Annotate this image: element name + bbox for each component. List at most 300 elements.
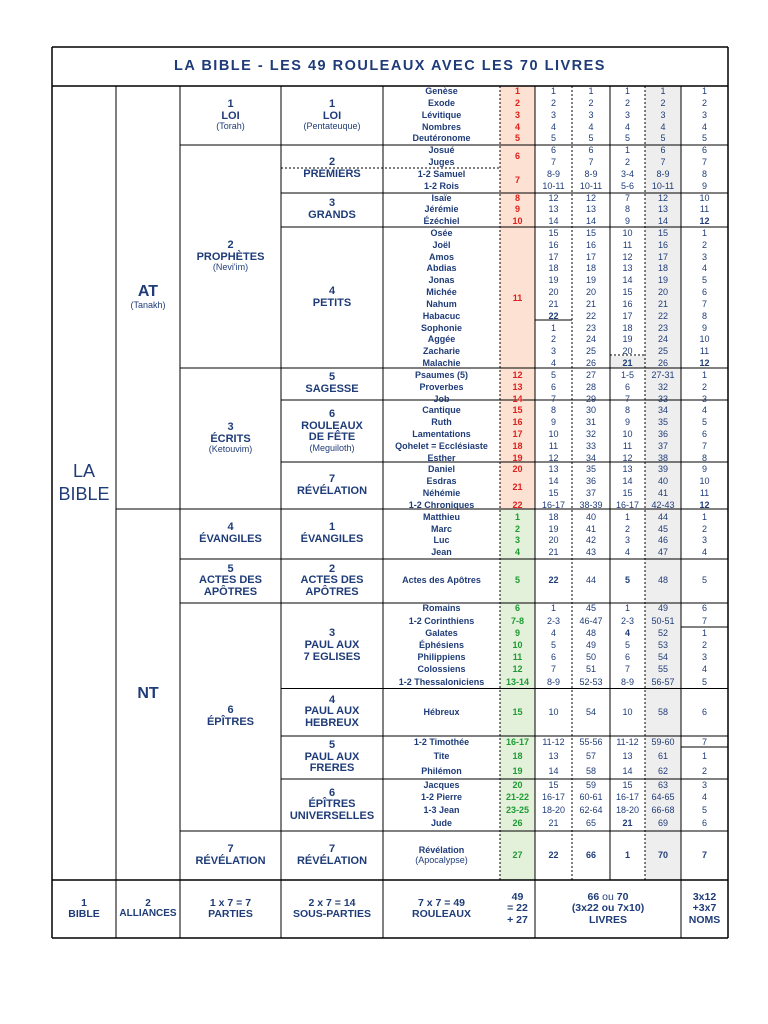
book-22 [383,334,500,346]
count-value: 18-20 [615,804,640,815]
book-name: Esdras [426,476,457,487]
book-count-4 [645,817,681,832]
count-value: 13 [622,263,633,274]
scroll-value: 2 [514,98,520,108]
count-value: 4 [550,627,556,638]
scroll-number [500,441,535,453]
count-value: 1 [550,86,556,97]
subpart-num: 7 [328,472,336,485]
scroll-number [500,86,535,98]
book-count-1 [535,287,572,299]
count-value: 58 [585,765,596,776]
book-count-5 [681,393,728,405]
count-value: 14 [548,216,559,227]
count-value: 7 [550,157,556,168]
count-value: 13 [657,204,668,215]
count-value: 2 [624,523,630,534]
scroll-number [500,676,535,688]
count-value: 21 [548,298,559,309]
count-value: 5 [701,417,707,428]
book-name: Joël [432,239,451,250]
book-count-4 [645,311,681,323]
book-count-5 [681,98,728,110]
book-count-5 [681,512,728,524]
book-count-1 [535,157,572,169]
scroll-value: 1 [514,86,520,97]
count-value: 26 [657,358,668,369]
book-count-4 [645,831,681,880]
book-count-5 [681,792,728,805]
book-count-2 [572,627,610,639]
book-34 [383,476,500,488]
count-value: 17 [585,251,596,262]
book-name: Révélation [418,845,465,856]
book-26 [383,382,500,394]
book-count-3 [610,216,645,228]
book-count-5 [681,405,728,417]
count-value: 18 [548,511,559,522]
scroll-number [500,615,535,627]
book-name: Proverbes [419,381,464,392]
book-name: Jérémie [424,204,459,215]
scroll-value: 4 [514,547,520,558]
count-value: 49 [585,639,596,650]
count-value: 8 [624,204,630,215]
book-count-5 [681,603,728,615]
count-value: 14 [548,765,559,776]
count-value: 45 [585,603,596,614]
book-count-1 [535,86,572,98]
footer-noms-line-3: NOMS [688,913,721,926]
book-count-4 [645,804,681,817]
count-value: 41 [585,523,596,534]
book-name: Abdias [426,263,457,274]
count-value: 20 [548,535,559,546]
book-count-3 [610,157,645,169]
part-label: PROPHÈTES [196,250,265,263]
book-name: 1-3 Jean [423,804,460,815]
part-label: ÉCRITS [210,432,251,445]
book-count-4 [645,441,681,453]
book-count-2 [572,476,610,488]
scroll-value: 13 [512,381,523,392]
subpart-3 [281,193,383,227]
book-count-5 [681,204,728,216]
book-name: Aggée [427,334,456,345]
part-label: ACTES DES [199,574,262,587]
book-count-3 [610,110,645,122]
book-count-5 [681,382,728,394]
book-name: Nombres [421,121,461,132]
book-count-5 [681,736,728,750]
count-value: 1 [701,369,707,380]
scroll-number [500,464,535,476]
footer-bible-line-1: 1 [81,896,87,909]
scroll-number [500,228,535,370]
count-value: 5 [660,133,666,144]
book-count-3 [610,334,645,346]
subpart-num: 4 [328,693,336,706]
book-count-1 [535,547,572,559]
count-value: 35 [585,464,596,475]
count-value: 3 [701,109,707,120]
footer-rouleaux [383,880,500,938]
part-label-2: APÔTRES [203,585,258,598]
book-count-2 [572,192,610,204]
scroll-number [500,750,535,764]
book-count-4 [645,358,681,370]
count-value: 22 [548,849,559,860]
count-value: 4 [660,121,666,132]
book-count-2 [572,322,610,334]
count-value: 8-9 [584,168,598,179]
part-sub: (Nevi'im) [212,262,249,273]
scroll-value: 3 [514,109,520,120]
count-value: 6 [701,818,707,829]
count-value: 5 [550,133,556,144]
count-value: 9 [550,417,556,428]
count-value: 5 [624,575,630,586]
subpart-label-2: UNIVERSELLES [289,809,375,822]
count-value: 32 [585,428,596,439]
scroll-value: 7-8 [510,615,524,626]
count-value: 1 [624,603,630,614]
count-value: 2 [701,239,707,250]
count-value: 16 [548,239,559,250]
book-count-1 [535,251,572,263]
subpart-8 [281,509,383,559]
part-num: 3 [227,421,234,434]
count-value: 19 [585,275,596,286]
book-count-3 [610,98,645,110]
subpart-label: PAUL AUX [304,705,360,718]
book-count-1 [535,370,572,382]
book-count-2 [572,750,610,764]
book-count-4 [645,476,681,488]
book-name: Zacharie [422,346,461,357]
book-46 [383,652,500,664]
count-value: 3 [660,109,666,120]
book-count-2 [572,240,610,252]
book-count-1 [535,110,572,122]
book-count-3 [610,488,645,500]
book-count-2 [572,689,610,737]
count-value: 5 [701,133,707,144]
book-count-3 [610,452,645,464]
count-value: 20 [622,346,633,357]
book-name: Marc [430,523,452,534]
scroll-value: 5 [514,133,520,144]
count-value: 19 [622,334,633,345]
count-value: 21 [622,358,633,369]
count-value: 1 [701,751,707,762]
count-value: 4 [624,627,630,638]
count-value: 10 [548,706,559,717]
count-value: 32 [657,381,668,392]
count-value: 3 [624,535,630,546]
book-42 [383,603,500,615]
count-value: 22 [657,310,668,321]
book-sub: (Apocalypse) [415,854,468,865]
count-value: 33 [657,393,668,404]
count-value: 42 [585,535,596,546]
count-value: 11-12 [542,737,565,748]
count-value: 2 [701,765,707,776]
count-value: 6 [588,145,594,156]
book-count-2 [572,110,610,122]
book-name: 1-2 Chroniques [408,499,475,510]
book-count-4 [645,676,681,688]
count-value: 5-6 [620,180,634,191]
book-count-5 [681,121,728,133]
book-count-2 [572,535,610,547]
book-count-4 [645,792,681,805]
count-value: 9 [701,180,707,191]
footer-livres-line-3: LIVRES [589,913,627,926]
book-count-5 [681,764,728,779]
book-count-2 [572,216,610,228]
scroll-value: 9 [514,627,520,638]
book-count-1 [535,736,572,750]
book-count-1 [535,169,572,181]
book-count-3 [610,664,645,676]
count-value: 8 [550,405,556,416]
book-count-5 [681,263,728,275]
book-12 [383,216,500,228]
book-count-3 [610,476,645,488]
book-count-5 [681,476,728,488]
count-value: 1 [624,86,630,97]
count-value: 7 [701,849,707,860]
book-count-3 [610,523,645,535]
book-count-1 [535,627,572,639]
count-value: 2 [624,157,630,168]
book-name: Daniel [427,464,455,475]
count-value: 16-17 [541,499,566,510]
book-count-1 [535,500,572,512]
book-count-2 [572,615,610,627]
book-count-3 [610,627,645,639]
footer-49-line-3: + 27 [507,913,528,926]
book-44 [383,627,500,639]
book-count-1 [535,98,572,110]
part-1 [180,86,281,145]
count-value: 6 [550,381,556,392]
count-value: 44 [657,511,668,522]
book-count-2 [572,228,610,240]
book-count-1 [535,476,572,488]
count-value: 13 [585,204,596,215]
book-count-5 [681,346,728,358]
part-num: 2 [227,239,234,252]
book-count-4 [645,322,681,334]
scroll-value: 12 [512,369,523,380]
scroll-value: 2 [514,523,520,534]
book-count-5 [681,311,728,323]
livres-or: ou [599,891,617,904]
count-value: 1 [588,86,594,97]
book-name: Juges [428,157,455,168]
scroll-value: 19 [512,765,523,776]
book-count-4 [645,192,681,204]
part-sub: (Ketouvim) [208,444,253,455]
book-count-1 [535,452,572,464]
book-count-2 [572,370,610,382]
book-count-2 [572,86,610,98]
count-value: 13 [548,204,559,215]
book-count-4 [645,145,681,157]
count-value: 16 [622,298,633,309]
book-count-3 [610,779,645,792]
book-count-1 [535,792,572,805]
count-value: 12 [699,499,710,510]
book-count-2 [572,652,610,664]
scroll-number [500,535,535,547]
book-count-2 [572,181,610,193]
book-7 [383,157,500,169]
count-value: 53 [657,639,668,650]
count-value: 11-12 [616,737,639,748]
count-value: 6 [624,652,630,663]
book-27 [383,393,500,405]
count-value: 17 [657,251,668,262]
subpart-num: 6 [328,407,336,420]
book-count-5 [681,640,728,652]
count-value: 46-47 [579,615,603,626]
count-value: 8-9 [620,676,634,687]
footer-noms-line-2: +3x7 [692,902,717,915]
count-value: 9 [701,322,707,333]
scroll-value: 16 [512,417,523,428]
book-count-4 [645,547,681,559]
scroll-number [500,559,535,603]
count-value: 11 [699,488,710,499]
book-name: Ruth [431,417,452,428]
book-count-3 [610,603,645,615]
count-value: 33 [585,440,596,451]
book-count-5 [681,322,728,334]
scroll-value: 1 [514,511,520,522]
book-count-2 [572,251,610,263]
count-value: 57 [585,751,596,762]
subpart-label: ROULEAUX [301,419,363,432]
count-value: 69 [657,818,668,829]
book-count-1 [535,804,572,817]
count-value: 3 [701,251,707,262]
count-value: 12 [657,192,668,203]
book-10 [383,192,500,204]
book-45 [383,640,500,652]
count-value: 15 [548,779,559,790]
count-value: 13 [548,751,559,762]
book-count-3 [610,804,645,817]
book-count-3 [610,535,645,547]
count-value: 4 [624,547,630,558]
book-41 [383,559,500,603]
book-count-5 [681,488,728,500]
book-count-4 [645,393,681,405]
book-count-4 [645,535,681,547]
book-count-2 [572,311,610,323]
book-count-5 [681,547,728,559]
count-value: 7 [701,440,707,451]
book-name: Malachie [422,358,461,369]
book-count-2 [572,346,610,358]
book-count-5 [681,817,728,832]
count-value: 12 [585,192,596,203]
scroll-value: 4 [514,121,520,132]
book-count-4 [645,110,681,122]
count-value: 11 [548,440,559,451]
book-38 [383,523,500,535]
book-count-2 [572,145,610,157]
book-name: Hébreux [423,706,460,717]
count-value: 56-57 [651,676,675,687]
book-count-2 [572,792,610,805]
count-value: 1 [550,322,556,333]
subpart-num: 7 [328,842,336,855]
book-count-1 [535,429,572,441]
book-count-4 [645,615,681,627]
scroll-number [500,405,535,417]
count-value: 7 [588,157,594,168]
book-count-3 [610,640,645,652]
book-count-1 [535,603,572,615]
book-40 [383,547,500,559]
scroll-value: 7 [514,174,520,185]
book-count-2 [572,441,610,453]
count-value: 4 [701,121,707,132]
book-count-5 [681,500,728,512]
book-count-5 [681,627,728,639]
part-label: LOI [221,109,240,122]
subpart-label: ÉPÎTRES [308,798,356,811]
scroll-number [500,627,535,639]
footer-49-line-1: 49 [511,891,524,904]
scroll-number [500,603,535,615]
book-name: Matthieu [423,511,460,522]
book-count-4 [645,98,681,110]
book-count-5 [681,523,728,535]
count-value: 5 [624,133,630,144]
footer-bible [52,880,116,938]
book-count-2 [572,393,610,405]
count-value: 50-51 [651,615,675,626]
footer-parties-line-1: 1 x 7 = 7 [209,896,252,909]
title-text: LA BIBLE - LES 49 ROULEAUX AVEC LES 70 LIVRES [174,57,606,74]
book-count-4 [645,405,681,417]
book-count-3 [610,251,645,263]
count-value: 3 [624,109,630,120]
book-count-4 [645,157,681,169]
count-value: 63 [657,779,668,790]
subpart-label: ÉVANGILES [300,533,364,545]
subpart-num: 2 [328,156,336,169]
count-value: 48 [657,575,668,586]
count-value: 20 [657,287,668,298]
book-count-3 [610,464,645,476]
scroll-value: 22 [512,499,523,510]
book-name: Cantique [422,405,461,416]
count-value: 6 [701,428,707,439]
scroll-number [500,476,535,500]
book-count-1 [535,240,572,252]
count-value: 11 [622,239,633,250]
count-value: 37 [657,440,668,451]
count-value: 10 [699,476,710,487]
testament-nt-label: NT [137,685,159,703]
book-count-1 [535,464,572,476]
